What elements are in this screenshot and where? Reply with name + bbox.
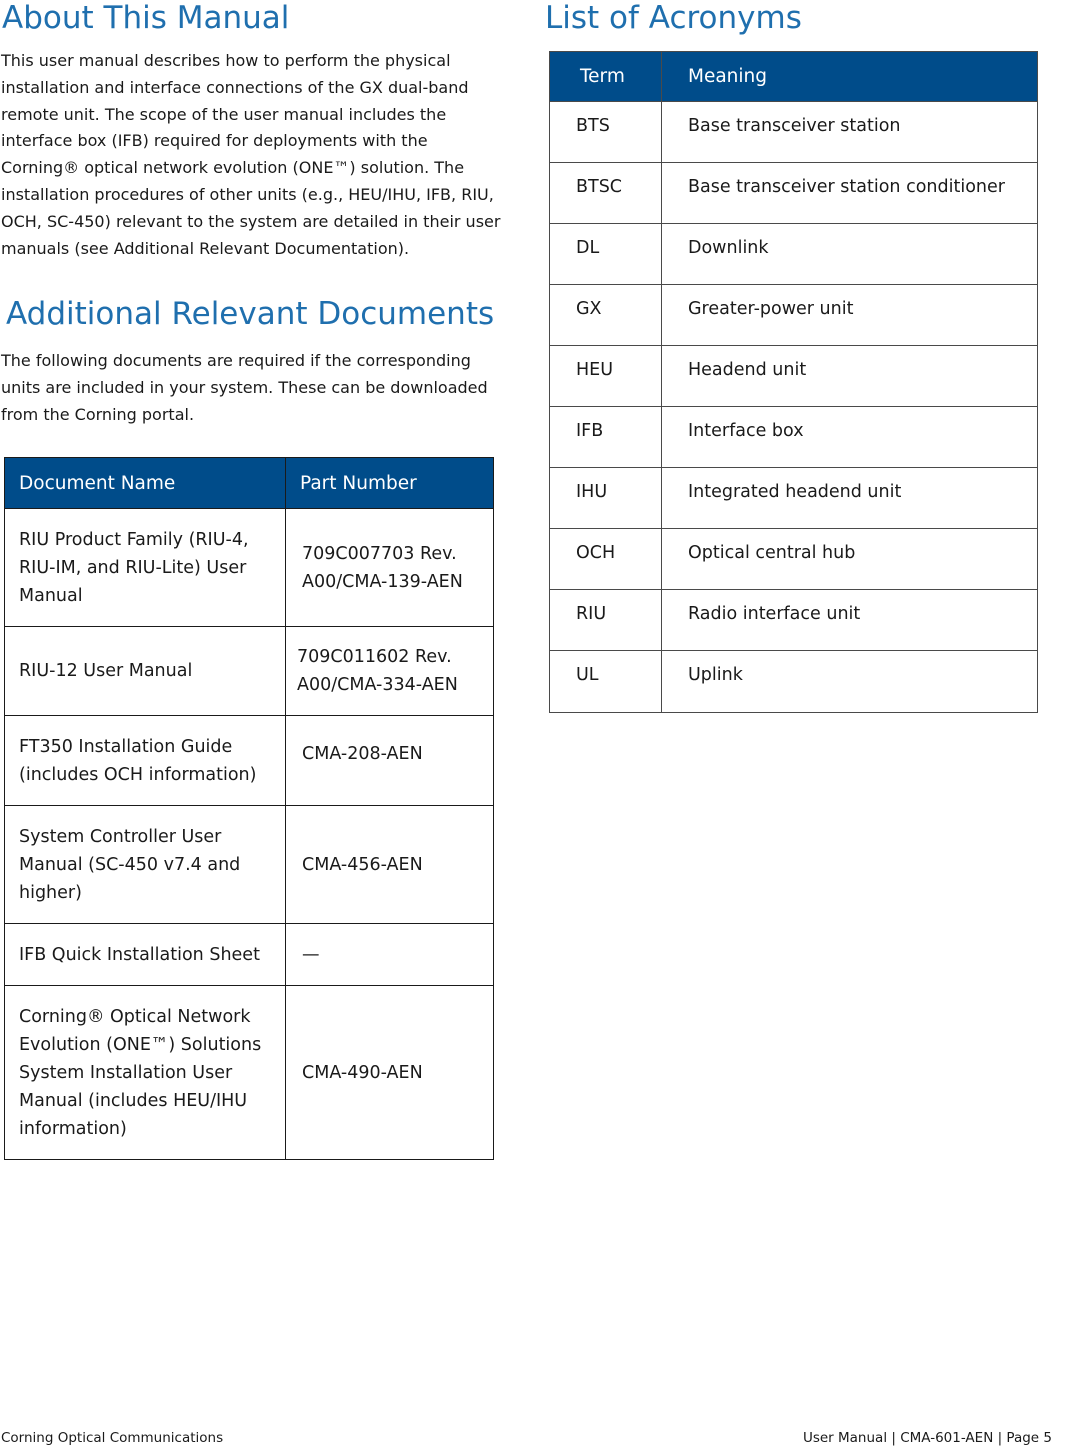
additional-documents-heading: Additional Relevant Documents [6, 296, 495, 332]
footer-left: Corning Optical Communications [1, 1430, 224, 1446]
acronyms-heading: List of Acronyms [545, 0, 802, 36]
document-name-cell [5, 509, 286, 627]
meaning-cell: Base transceiver station [662, 102, 1038, 163]
text-line: installation and interface connections of the GX dual-band [1, 77, 469, 97]
table-header-row [550, 52, 1038, 102]
text-line: RIU-IM, and RIU-Lite) User [19, 557, 247, 578]
text-line: installation procedures of other units (e.g., HEU/IHU, IFB, RIU, [1, 184, 494, 204]
text-line: CMA-456-AEN [302, 854, 423, 875]
text-line: CMA-490-AEN [302, 1062, 423, 1083]
table-row [550, 346, 1038, 407]
about-manual-paragraph [1, 48, 500, 262]
table-row [5, 716, 494, 806]
table-row [550, 224, 1038, 285]
table-row [5, 627, 494, 716]
table-row [5, 806, 494, 924]
text-line: RIU-12 User Manual [19, 661, 193, 681]
text-line: System Installation User [19, 1062, 233, 1083]
table-row [5, 924, 494, 986]
meaning-cell: Optical central hub [662, 529, 1038, 590]
table-header-row [5, 458, 494, 509]
text-line: interface box (IFB) required for deployments with the [1, 131, 428, 151]
column-header-term: Term [550, 52, 662, 102]
document-name-cell [5, 986, 286, 1160]
part-number-cell [286, 986, 494, 1160]
meaning-cell: Uplink [662, 651, 1038, 713]
document-name-cell [5, 806, 286, 924]
table-row [550, 285, 1038, 346]
text-line: 709C011602 Rev. [297, 647, 452, 667]
term-cell: RIU [550, 590, 662, 651]
term-cell: HEU [550, 346, 662, 407]
text-line: higher) [19, 882, 82, 903]
document-name-cell [5, 924, 286, 986]
term-cell: DL [550, 224, 662, 285]
column-header-document-name: Document Name [5, 458, 286, 509]
text-line: IFB Quick Installation Sheet [19, 944, 260, 965]
table-row [550, 407, 1038, 468]
text-line: Evolution (ONE™) Solutions [19, 1034, 262, 1055]
text-line: OCH, SC-450) relevant to the system are detailed in their user [1, 211, 501, 231]
about-manual-heading: About This Manual [2, 0, 290, 36]
text-line: units are included in your system. These can be downloaded [1, 377, 488, 397]
table-row [5, 986, 494, 1160]
text-line: from the Corning portal. [1, 404, 195, 424]
table-row [550, 529, 1038, 590]
text-line: FT350 Installation Guide [19, 736, 233, 757]
part-number-cell [286, 509, 494, 627]
text-line: System Controller User [19, 826, 222, 847]
text-line: RIU Product Family (RIU-4, [19, 529, 249, 550]
meaning-cell: Interface box [662, 407, 1038, 468]
text-line: 709C007703 Rev. [302, 543, 457, 564]
column-header-meaning: Meaning [662, 52, 1038, 102]
document-name-cell [5, 716, 286, 806]
text-line: information) [19, 1118, 127, 1139]
term-cell: BTS [550, 102, 662, 163]
table-row [550, 590, 1038, 651]
acronyms-table [549, 51, 1038, 713]
text-line: The following documents are required if the corresponding [1, 351, 471, 370]
text-line: Manual (SC-450 v7.4 and [19, 854, 241, 875]
additional-documents-paragraph [1, 348, 488, 428]
column-header-part-number: Part Number [286, 458, 494, 509]
text-line: — [302, 944, 320, 965]
term-cell: GX [550, 285, 662, 346]
text-line: Corning® Optical Network [19, 1006, 251, 1027]
part-number-cell [286, 806, 494, 924]
term-cell: IFB [550, 407, 662, 468]
term-cell: OCH [550, 529, 662, 590]
text-line: CMA-208-AEN [302, 744, 423, 764]
text-line: A00/CMA-334-AEN [297, 675, 458, 695]
term-cell: IHU [550, 468, 662, 529]
text-line: This user manual describes how to perform the physical [1, 51, 451, 70]
meaning-cell: Downlink [662, 224, 1038, 285]
part-number-cell [286, 716, 494, 806]
term-cell: UL [550, 651, 662, 713]
text-line: Corning® optical network evolution (ONE™) solution. The [1, 158, 465, 178]
table-row [550, 468, 1038, 529]
text-line: remote unit. The scope of the user manual includes the [1, 104, 447, 124]
table-row [550, 163, 1038, 224]
table-row [550, 102, 1038, 163]
text-line: Manual [19, 585, 83, 606]
text-line: (includes OCH information) [19, 764, 257, 785]
meaning-cell: Integrated headend unit [662, 468, 1038, 529]
text-line: manuals (see Additional Relevant Documentation). [1, 238, 410, 258]
document-name-cell [5, 627, 286, 716]
meaning-cell: Headend unit [662, 346, 1038, 407]
table-row [550, 651, 1038, 713]
text-line: A00/CMA-139-AEN [302, 571, 463, 592]
documents-table [4, 457, 494, 1160]
meaning-cell: Radio interface unit [662, 590, 1038, 651]
table-row [5, 509, 494, 627]
term-cell: BTSC [550, 163, 662, 224]
part-number-cell [286, 924, 494, 986]
meaning-cell: Greater-power unit [662, 285, 1038, 346]
meaning-cell: Base transceiver station conditioner [662, 163, 1038, 224]
footer-right: User Manual | CMA-601-AEN | Page 5 [802, 1430, 1052, 1446]
part-number-cell [286, 627, 494, 716]
text-line: Manual (includes HEU/IHU [19, 1090, 248, 1111]
